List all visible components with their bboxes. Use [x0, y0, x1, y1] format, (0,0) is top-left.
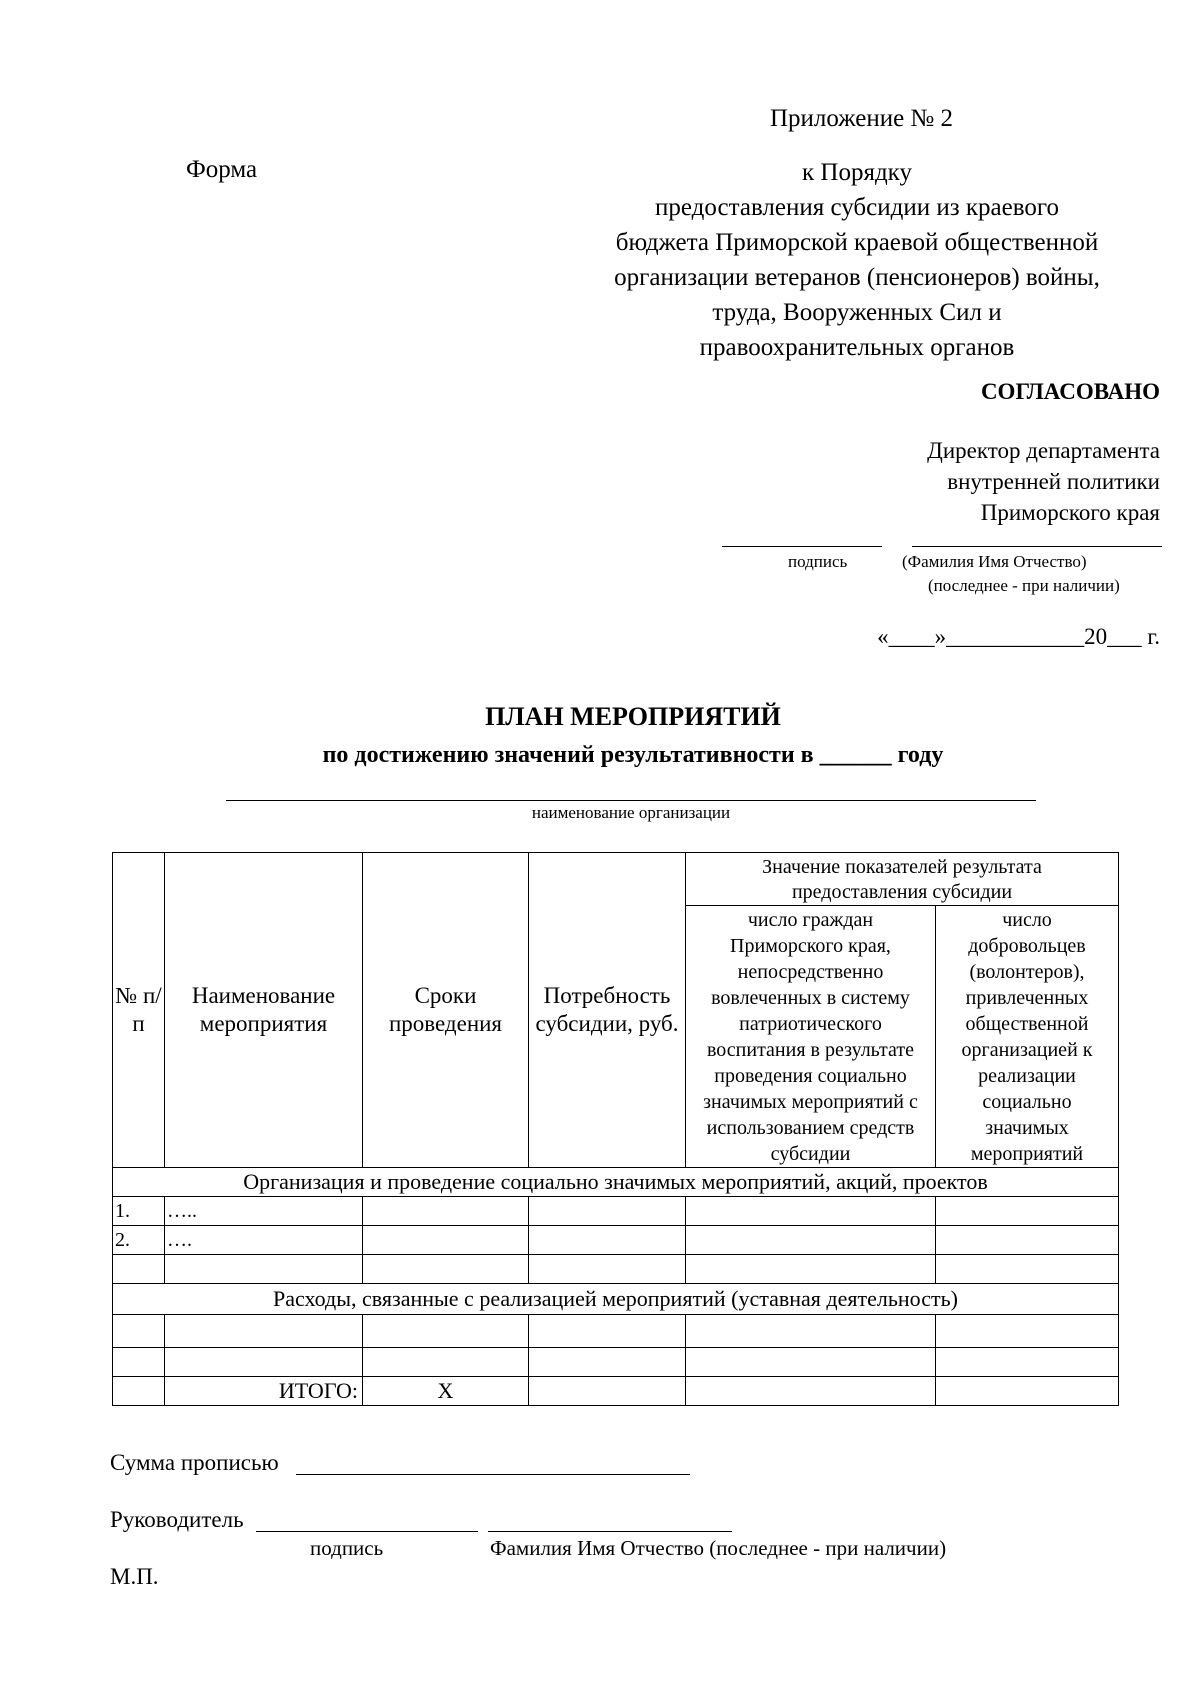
order-line: к Порядку	[802, 159, 912, 186]
cell-dates	[363, 1315, 529, 1348]
cell-event-name: ….	[165, 1226, 363, 1255]
approver-position	[760, 435, 1160, 528]
order-line: бюджета Приморской краевой общественной	[615, 229, 1099, 256]
cell-volunteers	[936, 1197, 1119, 1226]
total-label: ИТОГО:	[165, 1377, 363, 1406]
cell-volunteers	[936, 1315, 1119, 1348]
total-row	[113, 1377, 1119, 1406]
cell-citizens	[686, 1315, 936, 1348]
cell-citizens	[686, 1226, 936, 1255]
header-number: № п/п	[113, 853, 165, 1168]
approver-position-line: Приморского края	[980, 500, 1160, 525]
cell-dates	[363, 1255, 529, 1284]
table-row	[113, 1315, 1119, 1348]
head-signature-line	[256, 1531, 478, 1532]
header-subsidy-need: Потребность субсидии, руб.	[529, 853, 686, 1168]
total-dates-x: Х	[363, 1377, 529, 1406]
cell-event-name	[165, 1348, 363, 1377]
cell-number	[113, 1255, 165, 1284]
seal-mark: М.П.	[110, 1564, 159, 1589]
head-label: Руководитель	[110, 1507, 244, 1532]
cell-subsidy-need	[529, 1197, 686, 1226]
sum-in-words-line	[296, 1474, 690, 1475]
header-dates: Сроки проведения	[363, 853, 529, 1168]
head-name-line	[488, 1531, 732, 1532]
cell-number	[113, 1348, 165, 1377]
table-row	[113, 1226, 1119, 1255]
order-line: правоохранительных органов	[699, 334, 1015, 361]
sum-in-words-label: Сумма прописью	[110, 1450, 279, 1475]
plan-title: ПЛАН МЕРОПРИЯТИЙ	[485, 702, 781, 731]
cell-dates	[363, 1197, 529, 1226]
cell-subsidy-need	[529, 1255, 686, 1284]
approver-signature-caption: подпись	[788, 552, 848, 571]
header-event-name: Наименование мероприятия	[165, 853, 363, 1168]
header-citizens-count: число граждан Приморского края, непосредственно вовлеченных в систему патриотического воспитания в результате проведения социально значимых мероприятий с использованием средств субсидии	[686, 906, 936, 1168]
total-volunteers	[936, 1377, 1119, 1406]
cell-number	[113, 1377, 165, 1406]
approval-title: СОГЛАСОВАНО	[980, 379, 1160, 404]
approver-name-caption: (Фамилия Имя Отчество)	[902, 552, 1087, 571]
table-row	[113, 1255, 1119, 1284]
plan-subtitle: по достижению значений результативности в ______ году	[322, 742, 944, 768]
cell-number: 2.	[113, 1226, 165, 1255]
order-line: предоставления субсидии из краевого	[655, 194, 1059, 221]
cell-citizens	[686, 1348, 936, 1377]
table-row	[113, 1348, 1119, 1377]
approver-signature-line	[722, 546, 882, 547]
cell-citizens	[686, 1255, 936, 1284]
section-events: Организация и проведение социально значимых мероприятий, акций, проектов	[113, 1168, 1119, 1197]
cell-subsidy-need	[529, 1348, 686, 1377]
order-reference	[572, 155, 1142, 365]
approval-date: «____»____________20___ г.	[877, 624, 1160, 649]
head-signature-caption: подпись	[310, 1536, 384, 1560]
total-subsidy-need	[529, 1377, 686, 1406]
form-label: Форма	[186, 156, 258, 183]
cell-dates	[363, 1348, 529, 1377]
appendix-number: Приложение № 2	[770, 105, 954, 132]
cell-event-name: …..	[165, 1197, 363, 1226]
section-statutory-expenses: Расходы, связанные с реализацией мероприятий (уставная деятельность)	[113, 1284, 1119, 1315]
header-volunteers-count: число добровольцев (волонтеров), привлеченных общественной организацией к реализации социально значимых мероприятий	[936, 906, 1119, 1168]
head-name-caption: Фамилия Имя Отчество (последнее - при наличии)	[490, 1536, 947, 1560]
header-indicators-group: Значение показателей результата предоставления субсидии	[686, 853, 1119, 906]
cell-volunteers	[936, 1348, 1119, 1377]
events-plan-table	[112, 852, 1119, 1406]
approver-name-note: (последнее - при наличии)	[928, 576, 1120, 595]
order-line: организации ветеранов (пенсионеров) войны,	[614, 264, 1100, 291]
cell-citizens	[686, 1197, 936, 1226]
cell-volunteers	[936, 1226, 1119, 1255]
approver-name-line	[912, 546, 1162, 547]
cell-dates	[363, 1226, 529, 1255]
cell-volunteers	[936, 1255, 1119, 1284]
table-row	[113, 1197, 1119, 1226]
organization-name-caption: наименование организации	[531, 803, 731, 822]
cell-event-name	[165, 1255, 363, 1284]
approver-position-line: Директор департамента	[927, 438, 1160, 463]
organization-name-line	[226, 800, 1036, 801]
cell-subsidy-need	[529, 1315, 686, 1348]
total-citizens	[686, 1377, 936, 1406]
approver-position-line: внутренней политики	[947, 469, 1160, 494]
cell-number	[113, 1315, 165, 1348]
cell-number: 1.	[113, 1197, 165, 1226]
cell-subsidy-need	[529, 1226, 686, 1255]
cell-event-name	[165, 1315, 363, 1348]
order-line: труда, Вооруженных Сил и	[712, 299, 1002, 326]
